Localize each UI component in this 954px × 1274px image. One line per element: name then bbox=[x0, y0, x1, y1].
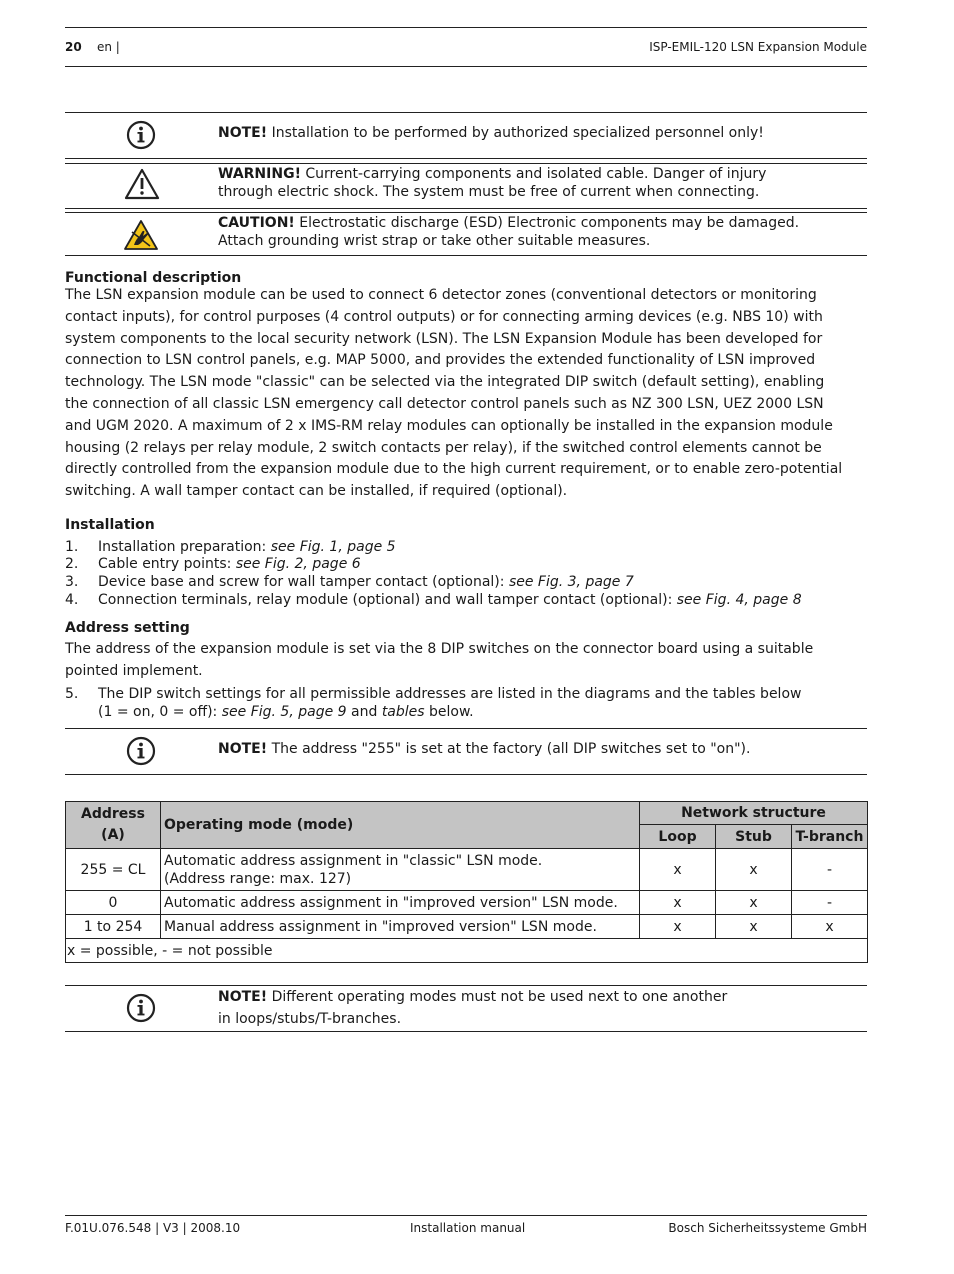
header-address-line: Address bbox=[81, 806, 145, 822]
paragraph-line: pointed implement. bbox=[65, 662, 203, 679]
list-number: 5. bbox=[65, 686, 79, 702]
list-text: Connection terminals, relay module (optional) and wall tamper contact (optional): bbox=[98, 592, 677, 608]
figure-reference: see Fig. 3, page 7 bbox=[508, 574, 634, 590]
notice-rule bbox=[65, 774, 867, 775]
notice-rule bbox=[65, 255, 867, 256]
notice-rule bbox=[65, 212, 867, 213]
notice-rule bbox=[65, 728, 867, 729]
notice-rule bbox=[65, 208, 867, 209]
header-tbranch: T-branch bbox=[792, 825, 868, 849]
paragraph-line: technology. The LSN mode "classic" can be selected via the integrated DIP switch (default setting), enabling bbox=[65, 374, 825, 391]
paragraph-line: and UGM 2020. A maximum of 2 x IMS-RM relay modules can optionally be installed in the expansion module bbox=[65, 417, 833, 434]
paragraph-line: The address of the expansion module is set via the 8 DIP switches on the connector board using a suitable bbox=[65, 641, 814, 657]
paragraph-line: connection to LSN control panels, e.g. MAP 5000, and provides the extended functionality of LSN improved bbox=[65, 352, 816, 369]
header-stub: Stub bbox=[716, 825, 792, 849]
operating-mode-table bbox=[65, 801, 868, 963]
cell-address: 255 = CL bbox=[66, 849, 161, 891]
note-label: NOTE! bbox=[218, 989, 268, 1005]
note-label: NOTE! bbox=[218, 125, 268, 141]
list-text: and bbox=[346, 703, 382, 720]
address-heading: Address setting bbox=[65, 620, 190, 636]
cell-tbranch: x bbox=[792, 915, 868, 939]
header-bottom-rule bbox=[65, 66, 867, 67]
cell-mode: Manual address assignment in "improved version" LSN mode. bbox=[161, 915, 640, 939]
notice-rule bbox=[65, 1031, 867, 1032]
paragraph-line: contact inputs), for control purposes (4 control outputs) or for connecting arming devices (e.g. NBS 10) with bbox=[65, 308, 823, 325]
caution-text-1: Electrostatic discharge (ESD) Electronic components may be damaged. bbox=[294, 215, 800, 231]
cell-stub: x bbox=[716, 915, 792, 939]
cell-mode-line: Automatic address assignment in "classic" LSN mode. bbox=[164, 852, 543, 869]
notice-rule bbox=[65, 112, 867, 113]
note-text: Installation to be performed by authorized specialized personnel only! bbox=[267, 125, 764, 141]
cell-loop: x bbox=[640, 849, 716, 891]
address-paragraph bbox=[65, 639, 855, 683]
table-row bbox=[66, 891, 868, 915]
list-number: 3. bbox=[65, 574, 79, 590]
figure-reference: see Fig. 2, page 6 bbox=[235, 556, 361, 572]
page-number: 20 bbox=[65, 40, 82, 54]
header-address-line: (A) bbox=[101, 827, 125, 843]
paragraph-line: housing (2 relays per relay module, 2 switch contacts per relay), if the switched control elements cannot be bbox=[65, 439, 822, 456]
list-text: Installation preparation: bbox=[98, 539, 271, 555]
cell-address: 1 to 254 bbox=[66, 915, 161, 939]
cell-stub: x bbox=[716, 891, 792, 915]
list-text: The DIP switch settings for all permissible addresses are listed in the diagrams and the tables below bbox=[98, 686, 802, 702]
caution-label: CAUTION! bbox=[218, 215, 295, 231]
paragraph-line: switching. A wall tamper contact can be installed, if required (optional). bbox=[65, 483, 568, 500]
list-text: Device base and screw for wall tamper contact (optional): bbox=[98, 574, 509, 590]
esd-warning-icon bbox=[123, 219, 159, 251]
note-operating-modes bbox=[218, 986, 858, 1030]
caution-text-2: Attach grounding wrist strap or take other suitable measures. bbox=[218, 232, 651, 249]
list-number: 2. bbox=[65, 556, 79, 572]
cell-tbranch: - bbox=[792, 891, 868, 915]
footer-rule bbox=[65, 1215, 867, 1216]
header-address bbox=[66, 802, 161, 849]
figure-reference: see Fig. 4, page 8 bbox=[676, 592, 802, 608]
installation-heading: Installation bbox=[65, 517, 155, 533]
paragraph-line: the connection of all classic LSN emergency call detector control panels such as NZ 300 LSN, UEZ 2000 LSN bbox=[65, 395, 824, 412]
info-circle-icon bbox=[126, 993, 156, 1023]
figure-reference: see Fig. 1, page 5 bbox=[270, 539, 396, 555]
table-row bbox=[66, 849, 868, 891]
cell-mode-line: (Address range: max. 127) bbox=[164, 870, 352, 887]
notice-rule bbox=[65, 158, 867, 159]
info-circle-icon bbox=[126, 736, 156, 766]
figure-reference: see Fig. 5, page 9 bbox=[221, 703, 347, 720]
header-top-rule bbox=[65, 27, 867, 28]
table-row bbox=[66, 915, 868, 939]
note-text-2: in loops/stubs/T-branches. bbox=[218, 1011, 402, 1027]
header-mode: Operating mode (mode) bbox=[161, 802, 640, 849]
header-loop: Loop bbox=[640, 825, 716, 849]
cell-mode: Automatic address assignment in "improved version" LSN mode. bbox=[161, 891, 640, 915]
info-circle-icon bbox=[126, 120, 156, 150]
warning-text-1: Current-carrying components and isolated cable. Danger of injury bbox=[300, 166, 767, 182]
tables-reference: tables bbox=[381, 703, 425, 720]
notice-rule bbox=[65, 163, 867, 164]
note-text-1: Different operating modes must not be used next to one another bbox=[267, 989, 728, 1005]
list-number: 1. bbox=[65, 539, 79, 555]
warning-label: WARNING! bbox=[218, 166, 301, 182]
cell-tbranch: - bbox=[792, 849, 868, 891]
warning-notice bbox=[218, 166, 858, 201]
cell-stub: x bbox=[716, 849, 792, 891]
caution-notice bbox=[218, 215, 858, 250]
list-text: (1 = on, 0 = off): bbox=[98, 703, 222, 720]
table-row bbox=[66, 939, 868, 963]
warning-text-2: through electric shock. The system must be free of current when connecting. bbox=[218, 183, 760, 200]
language-label: en | bbox=[97, 40, 120, 54]
footer-company: Bosch Sicherheitssysteme GmbH bbox=[668, 1221, 867, 1235]
list-text: below. bbox=[424, 703, 474, 720]
note-text: The address "255" is set at the factory (all DIP switches set to "on"). bbox=[267, 741, 751, 757]
functional-paragraph bbox=[65, 285, 855, 503]
table-legend: x = possible, - = not possible bbox=[66, 939, 868, 963]
list-text: Cable entry points: bbox=[98, 556, 236, 572]
warning-triangle-icon bbox=[124, 168, 160, 200]
paragraph-line: system components to the local security network (LSN). The LSN Expansion Module has been developed for bbox=[65, 330, 823, 347]
note-installation bbox=[218, 125, 858, 143]
note-label: NOTE! bbox=[218, 741, 268, 757]
note-factory-address bbox=[218, 741, 858, 759]
functional-heading: Functional description bbox=[65, 270, 242, 286]
cell-mode bbox=[161, 849, 640, 891]
doc-title: ISP-EMIL-120 LSN Expansion Module bbox=[649, 40, 867, 54]
list-number: 4. bbox=[65, 592, 79, 608]
header-network: Network structure bbox=[640, 802, 868, 825]
paragraph-line: directly controlled from the expansion module due to the high current requirement, or to enable zero-potential bbox=[65, 461, 843, 478]
cell-loop: x bbox=[640, 915, 716, 939]
cell-address: 0 bbox=[66, 891, 161, 915]
cell-loop: x bbox=[640, 891, 716, 915]
footer-doc-type: Installation manual bbox=[410, 1221, 526, 1235]
paragraph-line: The LSN expansion module can be used to connect 6 detector zones (conventional detectors or monitoring bbox=[65, 287, 817, 303]
footer-doc-id: F.01U.076.548 | V3 | 2008.10 bbox=[65, 1221, 241, 1235]
